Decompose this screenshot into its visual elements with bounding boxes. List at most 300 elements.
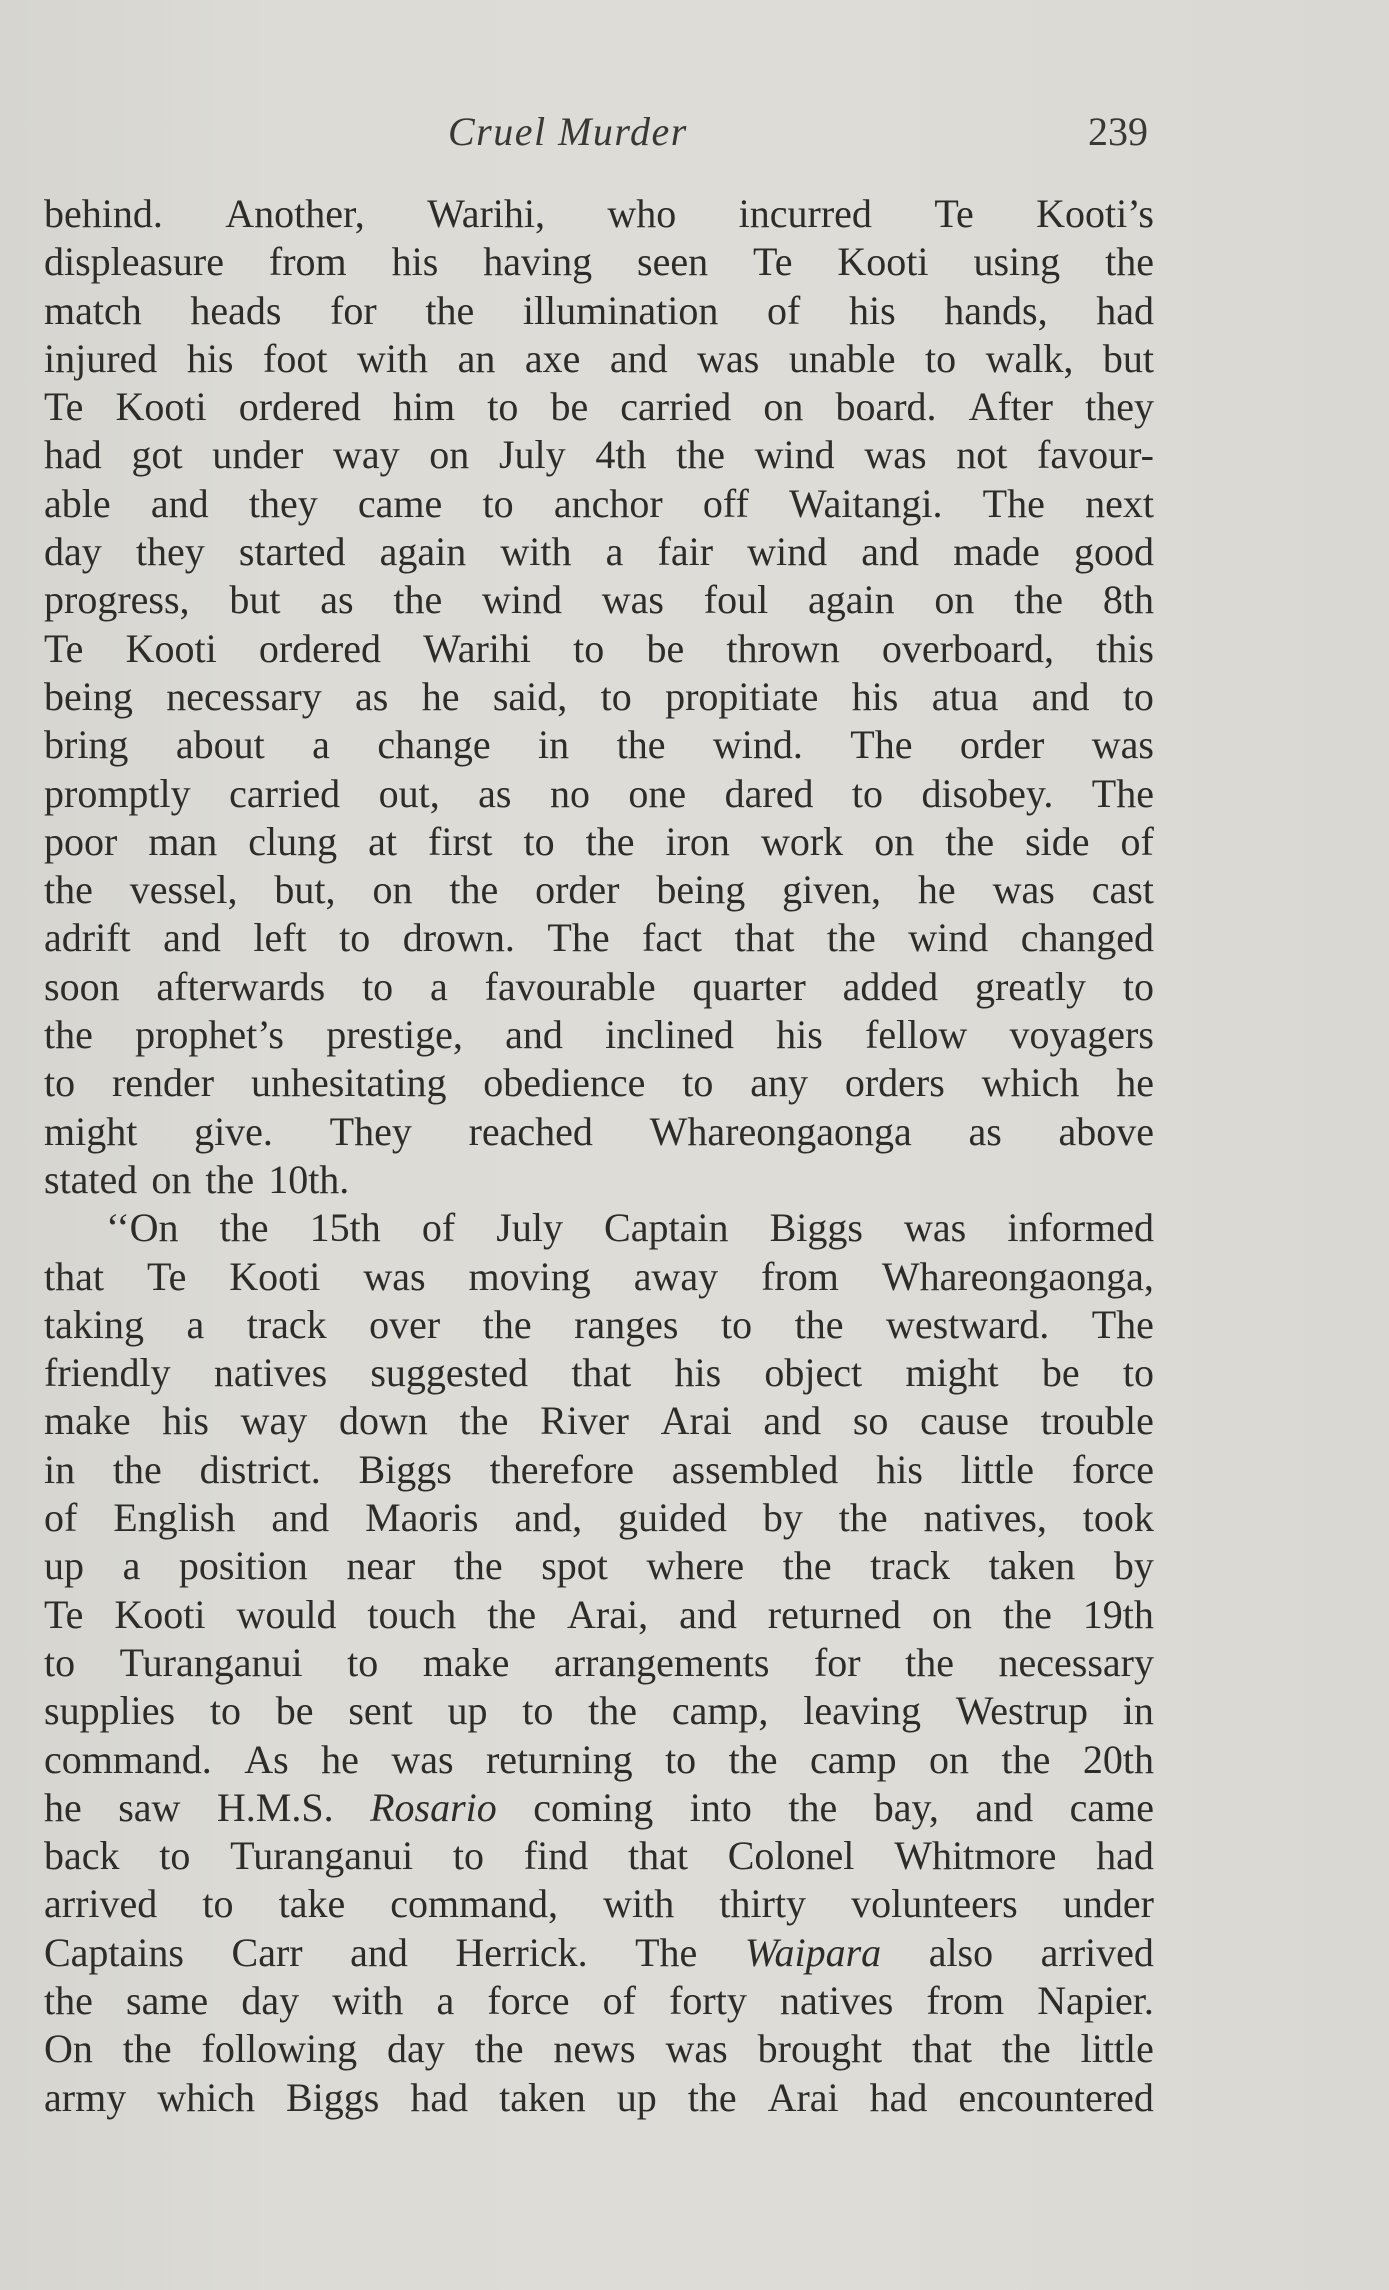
word: that: [911, 2026, 972, 2072]
word: as: [478, 770, 512, 816]
word: object: [764, 1350, 863, 1396]
word: and: [505, 1012, 563, 1058]
word: he: [321, 1736, 359, 1782]
word: to: [665, 1736, 697, 1782]
word: propitiate: [665, 673, 819, 719]
word: but,: [274, 867, 336, 913]
word: having: [483, 239, 593, 285]
word: had: [44, 432, 102, 478]
word: his: [162, 1398, 209, 1444]
word: he: [421, 673, 460, 719]
word: his: [876, 1446, 923, 1492]
word: Biggs: [769, 1205, 863, 1251]
word: to: [44, 1639, 76, 1685]
word: take: [278, 1881, 346, 1927]
word: had: [1096, 287, 1154, 333]
word: inclined: [605, 1012, 734, 1058]
word: wind: [747, 529, 828, 575]
word: assembled: [671, 1446, 839, 1492]
word: as: [355, 673, 389, 719]
word: started: [238, 529, 346, 575]
word: that: [628, 1833, 688, 1879]
word: command,: [390, 1881, 559, 1927]
word: with: [500, 529, 572, 575]
text-line: [44, 1494, 1154, 1542]
word: he: [1116, 1060, 1154, 1106]
word: greatly: [974, 963, 1087, 1009]
word: to: [482, 480, 514, 526]
word: Rosario: [370, 1784, 497, 1830]
word: his: [851, 673, 899, 719]
text-line: [44, 335, 1154, 383]
word: make: [44, 1398, 131, 1444]
word: disobey.: [921, 770, 1054, 816]
word: was: [904, 1205, 967, 1251]
word: Kooti: [837, 239, 929, 285]
word: track: [246, 1301, 327, 1347]
word: westward.: [885, 1301, 1050, 1347]
word: stated: [44, 1156, 138, 1202]
word: suggested: [370, 1350, 529, 1396]
text-line: [44, 238, 1154, 286]
word: Te: [146, 1253, 187, 1299]
word: reached: [468, 1108, 593, 1154]
word: make: [422, 1639, 510, 1685]
word: Turanganui: [230, 1833, 414, 1879]
word: 4th: [595, 432, 647, 478]
word: a: [605, 529, 624, 575]
word: order: [535, 867, 620, 913]
word: 8th: [1102, 577, 1154, 623]
word: work: [760, 818, 844, 864]
word: July: [496, 1205, 563, 1251]
text-line: [44, 480, 1154, 528]
word: using: [973, 239, 1061, 285]
text-line: [44, 1880, 1154, 1928]
word: encountered: [958, 2074, 1154, 2120]
word: sent: [348, 1688, 413, 1734]
word: was: [992, 867, 1055, 913]
text-line: [44, 1784, 1154, 1832]
word: force: [487, 1977, 570, 2023]
word: in: [44, 1446, 76, 1492]
word: day: [241, 1977, 300, 2023]
word: July: [498, 432, 566, 478]
word: 19th: [1082, 1591, 1154, 1637]
text-line: [44, 1011, 1154, 1059]
word: had: [1096, 1833, 1154, 1879]
text-line: [44, 1301, 1154, 1349]
word: again: [807, 577, 895, 623]
word: and: [679, 1591, 737, 1637]
word: command.: [44, 1736, 212, 1782]
word: this: [1096, 625, 1154, 671]
word: on: [932, 1591, 973, 1637]
text-line: [44, 1929, 1154, 1977]
word: ordered: [238, 384, 361, 430]
word: carried: [229, 770, 341, 816]
word: incurred: [738, 191, 872, 236]
word: English: [113, 1495, 236, 1541]
word: Whitmore: [894, 1833, 1057, 1879]
word: to: [851, 770, 884, 816]
word: the: [205, 1156, 255, 1202]
word: to: [720, 1301, 753, 1347]
word: his: [776, 1012, 823, 1058]
word: The: [1091, 770, 1154, 816]
text-line: [44, 1349, 1154, 1397]
word: wind: [481, 577, 562, 623]
word: be: [550, 384, 589, 430]
text-line: [44, 866, 1154, 914]
word: be: [1041, 1350, 1080, 1396]
word: fair: [657, 529, 714, 575]
word: wind: [908, 915, 989, 961]
word: near: [346, 1543, 416, 1589]
word: forty: [669, 1977, 747, 2023]
word: and: [163, 915, 221, 961]
word: the: [585, 818, 635, 864]
text-line: [44, 528, 1154, 576]
word: the: [945, 818, 995, 864]
text-line: [44, 576, 1154, 624]
word: fact: [642, 915, 702, 961]
word: with: [332, 1977, 404, 2023]
text-line: [44, 1687, 1154, 1735]
word: that: [571, 1350, 632, 1396]
word: voyagers: [1009, 1012, 1154, 1058]
word: ‘‘On: [106, 1205, 179, 1251]
word: out,: [378, 770, 440, 816]
word: to: [1122, 1350, 1154, 1396]
word: necessary: [998, 1639, 1154, 1685]
word: favour-: [1037, 432, 1154, 478]
word: next: [1085, 480, 1154, 526]
text-line: [44, 1059, 1154, 1107]
word: afterwards: [156, 963, 326, 1009]
word: a: [436, 1977, 455, 2023]
word: poor: [44, 818, 118, 864]
word: the: [588, 1688, 638, 1734]
word: but: [229, 577, 281, 623]
word: little: [1080, 2026, 1154, 2072]
word: the: [1002, 1591, 1052, 1637]
word: On: [44, 2026, 93, 2072]
word: added: [842, 963, 939, 1009]
word: Kooti: [114, 1591, 206, 1637]
word: and: [975, 1784, 1034, 1830]
text-line: [44, 914, 1154, 962]
word: the: [794, 1301, 844, 1347]
text-line: [44, 2025, 1154, 2073]
word: behind.: [44, 191, 163, 236]
word: to: [522, 1688, 554, 1734]
word: away: [633, 1253, 719, 1299]
word: got: [131, 432, 183, 478]
word: position: [178, 1543, 308, 1589]
word: atua: [931, 673, 999, 719]
word: so: [852, 1398, 889, 1444]
word: prophet’s: [135, 1012, 284, 1058]
word: on: [429, 432, 470, 478]
word: seen: [637, 239, 709, 285]
word: displeasure: [44, 239, 224, 285]
word: informed: [1007, 1205, 1154, 1251]
word: in: [1122, 1688, 1154, 1734]
word: The: [635, 1929, 698, 1975]
word: came: [357, 480, 443, 526]
word: from: [761, 1253, 839, 1299]
word: axe: [524, 335, 581, 381]
word: foul: [703, 577, 769, 623]
word: man: [148, 818, 218, 864]
word: the: [728, 1736, 778, 1782]
word: and: [150, 480, 209, 526]
word: the: [122, 2026, 172, 2072]
word: Whareongaonga: [649, 1108, 912, 1154]
word: also: [928, 1929, 994, 1975]
word: in: [538, 722, 570, 768]
word: back: [44, 1833, 120, 1879]
word: at: [368, 818, 397, 864]
word: he: [917, 867, 956, 913]
word: 20th: [1082, 1736, 1154, 1782]
text-line: [44, 1832, 1154, 1880]
word: to: [362, 963, 394, 1009]
text-line: [44, 1446, 1154, 1494]
word: hands,: [944, 287, 1048, 333]
word: orders: [844, 1060, 945, 1106]
word: to: [202, 1881, 234, 1927]
word: to: [1122, 673, 1154, 719]
word: to: [44, 1060, 76, 1106]
word: Herrick.: [455, 1929, 588, 1975]
word: find: [523, 1833, 589, 1879]
word: way: [240, 1398, 308, 1444]
word: and: [271, 1495, 330, 1541]
word: therefore: [489, 1446, 634, 1492]
word: progress,: [44, 577, 190, 623]
word: Carr: [231, 1929, 303, 1975]
word: natives: [779, 1977, 894, 2023]
text-line: [44, 1397, 1154, 1445]
word: on: [763, 384, 804, 430]
word: and: [763, 1398, 822, 1444]
text-line: [44, 2074, 1154, 2122]
word: again: [379, 529, 467, 575]
word: Te: [753, 239, 793, 285]
word: the: [788, 1784, 838, 1830]
text-line: [44, 383, 1154, 431]
word: on: [929, 1736, 970, 1782]
word: adrift: [44, 915, 131, 961]
word: 15th: [309, 1205, 381, 1251]
text-line: [44, 1736, 1154, 1784]
word: The: [982, 480, 1045, 526]
word: Warihi: [423, 625, 532, 671]
word: the: [112, 1446, 162, 1492]
word: the: [44, 1012, 93, 1058]
word: under: [212, 432, 304, 478]
word: the: [44, 1977, 93, 2023]
word: an: [457, 335, 496, 381]
word: was: [391, 1736, 454, 1782]
word: day: [386, 2026, 445, 2072]
text-line: [44, 190, 1154, 238]
word: Westrup: [955, 1688, 1089, 1734]
word: brought: [757, 2026, 883, 2072]
word: off: [702, 480, 749, 526]
word: would: [236, 1591, 337, 1637]
word: taking: [44, 1301, 144, 1347]
word: Biggs: [285, 2074, 380, 2120]
word: unhesitating: [250, 1060, 447, 1106]
text-line: [44, 1977, 1154, 2025]
word: way: [332, 432, 400, 478]
word: on: [874, 818, 915, 864]
word: ranges: [574, 1301, 679, 1347]
word: for: [813, 1639, 861, 1685]
word: army: [44, 2074, 127, 2120]
word: Maoris: [365, 1495, 479, 1541]
word: arrived: [1040, 1929, 1154, 1975]
word: obedience: [483, 1060, 646, 1106]
word: The: [1091, 1301, 1154, 1347]
word: they: [135, 529, 205, 575]
word: with: [356, 335, 429, 381]
word: which: [157, 2074, 255, 2120]
word: As: [244, 1736, 289, 1782]
text-line: [44, 1639, 1154, 1687]
word: up: [616, 2074, 657, 2120]
word: up: [447, 1688, 488, 1734]
text-line: [44, 721, 1154, 769]
word: thirty: [719, 1881, 807, 1927]
word: the: [1014, 577, 1064, 623]
word: to: [600, 673, 632, 719]
word: side: [1025, 818, 1090, 864]
word: from: [926, 1977, 1005, 2023]
word: the: [482, 1301, 532, 1347]
word: Colonel: [727, 1833, 855, 1879]
word: anchor: [553, 480, 663, 526]
word: to: [347, 1639, 379, 1685]
word: natives: [213, 1350, 328, 1396]
word: a: [430, 963, 448, 1009]
word: the: [687, 2074, 737, 2120]
word: give.: [194, 1108, 273, 1154]
word: where: [646, 1543, 745, 1589]
word: ordered: [258, 625, 381, 671]
word: came: [1069, 1784, 1154, 1830]
word: trouble: [1040, 1398, 1154, 1444]
word: force: [1071, 1446, 1154, 1492]
word: was: [864, 432, 927, 478]
word: his: [674, 1350, 722, 1396]
word: Te: [44, 384, 84, 430]
word: Biggs: [358, 1446, 452, 1492]
word: that: [44, 1253, 104, 1299]
word: first: [428, 818, 493, 864]
word: drown.: [402, 915, 515, 961]
word: the: [44, 867, 93, 913]
word: to: [682, 1060, 714, 1106]
word: the: [838, 1495, 888, 1541]
word: quarter: [692, 963, 806, 1009]
word: friendly: [44, 1350, 171, 1396]
word: the: [1105, 239, 1154, 285]
text-line: [44, 1108, 1154, 1156]
word: over: [369, 1301, 441, 1347]
word: was: [363, 1253, 426, 1299]
word: Waitangi.: [789, 480, 943, 526]
word: Waipara: [744, 1929, 882, 1975]
word: on: [934, 577, 975, 623]
word: supplies: [44, 1688, 176, 1734]
word: might: [905, 1350, 999, 1396]
word: volunteers: [851, 1881, 1018, 1927]
word: spot: [541, 1543, 608, 1589]
word: After: [968, 384, 1054, 430]
text-line: [44, 770, 1154, 818]
word: coming: [533, 1784, 654, 1830]
word: of: [767, 287, 801, 333]
text-line: [44, 818, 1154, 866]
word: which: [981, 1060, 1080, 1106]
word: up: [44, 1543, 84, 1589]
word: to: [339, 915, 371, 961]
word: being: [44, 673, 133, 719]
word: of: [1120, 818, 1154, 864]
word: saw: [118, 1784, 181, 1830]
word: Warihi,: [427, 191, 545, 236]
word: River: [540, 1398, 629, 1444]
word: touch: [367, 1591, 457, 1637]
word: day: [44, 529, 102, 575]
text-line: [44, 1542, 1154, 1590]
word: taken: [988, 1543, 1076, 1589]
word: left: [253, 915, 307, 961]
running-head: [0, 108, 1389, 158]
word: bring: [44, 722, 129, 768]
word: of: [602, 1977, 636, 2023]
word: the: [676, 432, 725, 478]
word: the: [905, 1639, 954, 1685]
word: being: [656, 867, 746, 913]
word: the: [1001, 2026, 1051, 2072]
word: made: [953, 529, 1040, 575]
word: Arai: [767, 2074, 839, 2120]
word: walk,: [985, 335, 1074, 381]
word: vessel,: [129, 867, 238, 913]
word: favourable: [484, 963, 656, 1009]
word: given,: [782, 867, 882, 913]
text-line: [44, 963, 1154, 1011]
word: and: [350, 1929, 408, 1975]
word: the: [219, 1205, 269, 1251]
word: moving: [468, 1253, 591, 1299]
text-line: [44, 673, 1154, 721]
word: as: [968, 1108, 1002, 1154]
word: the: [474, 2026, 524, 2072]
word: Kooti’s: [1036, 191, 1154, 236]
word: under: [1062, 1881, 1154, 1927]
word: wind.: [712, 722, 803, 768]
word: to: [523, 818, 555, 864]
word: necessary: [166, 673, 322, 719]
word: illumination: [522, 287, 719, 333]
word: thrown: [726, 625, 840, 671]
